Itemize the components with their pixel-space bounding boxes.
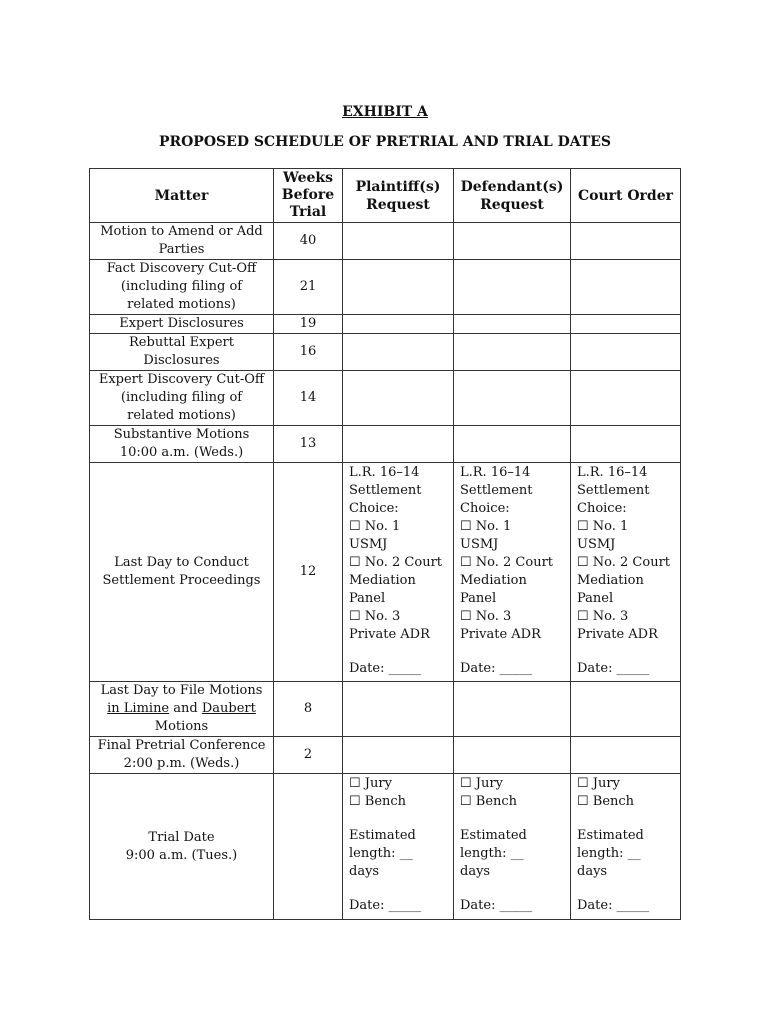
settlement-checkbox-2[interactable]: ☐ No. 2 Court bbox=[349, 555, 443, 570]
table-row bbox=[90, 426, 681, 463]
plaintiff-cell[interactable] bbox=[343, 682, 454, 737]
bench-checkbox[interactable]: ☐ Bench bbox=[460, 794, 518, 809]
defendant-cell[interactable] bbox=[454, 223, 571, 260]
table-row bbox=[90, 737, 681, 774]
date-field[interactable]: Date: _____ bbox=[349, 661, 422, 676]
date-field[interactable]: Date: _____ bbox=[349, 898, 422, 913]
exhibit-heading: EXHIBIT A bbox=[342, 104, 428, 120]
plaintiff-settlement-cell: L.R. 16–14 Settlement Choice: ☐ No. 1 USMJ ☐ No. 2 Court Mediation Panel ☐ No. 3 Private ADR Date: _____ bbox=[343, 463, 454, 682]
col-header-matter: Matter bbox=[90, 169, 274, 223]
defendant-cell[interactable] bbox=[454, 371, 571, 426]
court-cell[interactable] bbox=[571, 223, 681, 260]
table-row bbox=[90, 682, 681, 737]
defendant-cell[interactable] bbox=[454, 426, 571, 463]
col-header-court: Court Order bbox=[571, 169, 681, 223]
court-cell[interactable] bbox=[571, 737, 681, 774]
plaintiff-cell[interactable] bbox=[343, 260, 454, 315]
jury-checkbox[interactable]: ☐ Jury bbox=[460, 776, 503, 791]
weeks-cell: 8 bbox=[274, 682, 343, 737]
col-header-weeks: Weeks Before Trial bbox=[274, 169, 343, 223]
weeks-cell: 12 bbox=[274, 463, 343, 682]
defendant-trial-cell: ☐ Jury ☐ Bench Estimated length: __ days Date: _____ bbox=[454, 774, 571, 920]
col-header-plaintiff: Plaintiff(s) Request bbox=[343, 169, 454, 223]
settlement-checkbox-3[interactable]: ☐ No. 3 bbox=[349, 609, 401, 624]
court-cell[interactable] bbox=[571, 315, 681, 334]
table-row bbox=[90, 223, 681, 260]
weeks-cell: 13 bbox=[274, 426, 343, 463]
date-field[interactable]: Date: _____ bbox=[460, 898, 533, 913]
bench-checkbox[interactable]: ☐ Bench bbox=[577, 794, 635, 809]
table-row bbox=[90, 260, 681, 315]
table-row bbox=[90, 315, 681, 334]
matter-cell: Substantive Motions 10:00 a.m. (Weds.) bbox=[90, 426, 274, 463]
plaintiff-cell[interactable] bbox=[343, 371, 454, 426]
court-cell[interactable] bbox=[571, 426, 681, 463]
matter-cell: Motion to Amend or Add Parties bbox=[90, 223, 274, 260]
matter-cell: Trial Date 9:00 a.m. (Tues.) bbox=[90, 774, 274, 920]
settlement-checkbox-1[interactable]: ☐ No. 1 bbox=[349, 519, 401, 534]
plaintiff-cell[interactable] bbox=[343, 426, 454, 463]
settlement-checkbox-2[interactable]: ☐ No. 2 Court bbox=[577, 555, 671, 570]
table-row bbox=[90, 463, 681, 682]
date-field[interactable]: Date: _____ bbox=[577, 898, 650, 913]
matter-cell: Last Day to File Motions in Limine and Daubert Motions bbox=[90, 682, 274, 737]
court-cell[interactable] bbox=[571, 334, 681, 371]
defendant-cell[interactable] bbox=[454, 682, 571, 737]
length-field[interactable]: length: __ bbox=[577, 846, 641, 861]
schedule-table bbox=[89, 168, 681, 920]
court-cell[interactable] bbox=[571, 260, 681, 315]
defendant-cell[interactable] bbox=[454, 315, 571, 334]
jury-checkbox[interactable]: ☐ Jury bbox=[577, 776, 620, 791]
settlement-checkbox-1[interactable]: ☐ No. 1 bbox=[460, 519, 512, 534]
weeks-cell: 40 bbox=[274, 223, 343, 260]
weeks-cell: 21 bbox=[274, 260, 343, 315]
matter-cell: Rebuttal Expert Disclosures bbox=[90, 334, 274, 371]
plaintiff-cell[interactable] bbox=[343, 737, 454, 774]
document-title: PROPOSED SCHEDULE OF PRETRIAL AND TRIAL DATES bbox=[158, 134, 612, 150]
weeks-cell: 14 bbox=[274, 371, 343, 426]
jury-checkbox[interactable]: ☐ Jury bbox=[349, 776, 392, 791]
settlement-checkbox-1[interactable]: ☐ No. 1 bbox=[577, 519, 629, 534]
settlement-checkbox-3[interactable]: ☐ No. 3 bbox=[460, 609, 512, 624]
defendant-cell[interactable] bbox=[454, 260, 571, 315]
table-row bbox=[90, 334, 681, 371]
col-header-defendant: Defendant(s) Request bbox=[454, 169, 571, 223]
plaintiff-cell[interactable] bbox=[343, 334, 454, 371]
weeks-cell: 2 bbox=[274, 737, 343, 774]
defendant-cell[interactable] bbox=[454, 737, 571, 774]
weeks-cell: 16 bbox=[274, 334, 343, 371]
table-row bbox=[90, 774, 681, 920]
table-header-row bbox=[90, 169, 681, 223]
court-cell[interactable] bbox=[571, 682, 681, 737]
weeks-cell: 19 bbox=[274, 315, 343, 334]
defendant-cell[interactable] bbox=[454, 334, 571, 371]
matter-cell: Expert Disclosures bbox=[90, 315, 274, 334]
length-field[interactable]: length: __ bbox=[349, 846, 413, 861]
court-trial-cell: ☐ Jury ☐ Bench Estimated length: __ days Date: _____ bbox=[571, 774, 681, 920]
plaintiff-cell[interactable] bbox=[343, 315, 454, 334]
table-row bbox=[90, 371, 681, 426]
weeks-cell bbox=[274, 774, 343, 920]
settlement-checkbox-2[interactable]: ☐ No. 2 Court bbox=[460, 555, 554, 570]
matter-cell: Expert Discovery Cut-Off (including filing of related motions) bbox=[90, 371, 274, 426]
settlement-checkbox-3[interactable]: ☐ No. 3 bbox=[577, 609, 629, 624]
date-field[interactable]: Date: _____ bbox=[460, 661, 533, 676]
date-field[interactable]: Date: _____ bbox=[577, 661, 650, 676]
bench-checkbox[interactable]: ☐ Bench bbox=[349, 794, 407, 809]
matter-cell: Final Pretrial Conference 2:00 p.m. (Weds.) bbox=[90, 737, 274, 774]
matter-cell: Fact Discovery Cut-Off (including filing of related motions) bbox=[90, 260, 274, 315]
matter-cell: Last Day to Conduct Settlement Proceedings bbox=[90, 463, 274, 682]
court-cell[interactable] bbox=[571, 371, 681, 426]
court-settlement-cell: L.R. 16–14 Settlement Choice: ☐ No. 1 USMJ ☐ No. 2 Court Mediation Panel ☐ No. 3 Private ADR Date: _____ bbox=[571, 463, 681, 682]
plaintiff-cell[interactable] bbox=[343, 223, 454, 260]
defendant-settlement-cell: L.R. 16–14 Settlement Choice: ☐ No. 1 USMJ ☐ No. 2 Court Mediation Panel ☐ No. 3 Private ADR Date: _____ bbox=[454, 463, 571, 682]
length-field[interactable]: length: __ bbox=[460, 846, 524, 861]
plaintiff-trial-cell: ☐ Jury ☐ Bench Estimated length: __ days Date: _____ bbox=[343, 774, 454, 920]
